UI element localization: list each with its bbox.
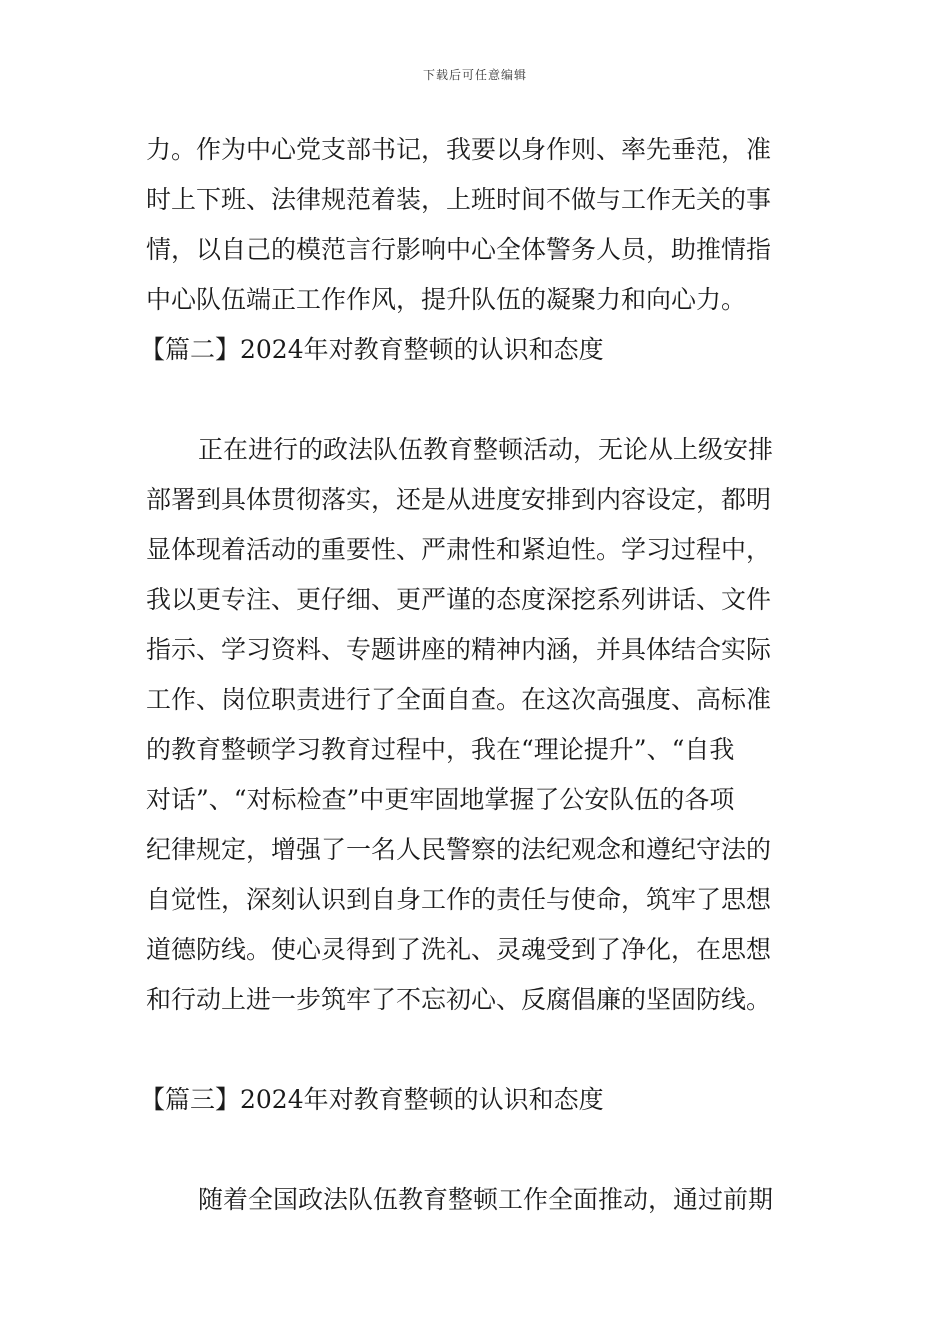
text-line: 工作、岗位职责进行了全面自查。在这次高强度、高标准 [146,685,772,714]
text-line: 我以更专注、更仔细、更严谨的态度深挖系列讲话、文件 [146,585,772,614]
text-line: 时上下班、法律规范着装，上班时间不做与工作无关的事 [146,185,772,214]
text-line: 指示、学习资料、专题讲座的精神内涵，并具体结合实际 [146,635,772,664]
section-2-paragraph [146,425,806,1025]
text-line: 中心队伍端正工作作风，提升队伍的凝聚力和向心力。 [146,285,747,314]
document-body [140,125,806,1225]
blank-line [146,1125,806,1175]
blank-line [146,375,806,425]
text-line: 显体现着活动的重要性、严肃性和紧迫性。学习过程中， [146,535,772,564]
text-line: 随着全国政法队伍教育整顿工作全面推动，通过前期 [198,1185,774,1214]
section-heading-2: 【篇二】2024年对教育整顿的认识和态度 [140,335,604,364]
text-line: 部署到具体贯彻落实，还是从进度安排到内容设定，都明 [146,485,772,514]
paragraph-continuation [146,125,806,325]
text-line: 力。作为中心党支部书记，我要以身作则、率先垂范，准 [146,135,772,164]
text-line: 情，以自己的模范言行影响中心全体警务人员，助推情指 [146,235,772,264]
text-line: 道德防线。使心灵得到了洗礼、灵魂受到了净化，在思想 [146,935,772,964]
text-line: 自觉性，深刻认识到自身工作的责任与使命，筑牢了思想 [146,885,772,914]
text-line: 正在进行的政法队伍教育整顿活动，无论从上级安排 [198,435,774,464]
text-line: 和行动上进一步筑牢了不忘初心、反腐倡廉的坚固防线。 [146,985,772,1014]
section-heading-3: 【篇三】2024年对教育整顿的认识和态度 [140,1085,604,1114]
text-line: 的教育整顿学习教育过程中，我在“理论提升”、“自我 [146,735,735,764]
text-line: 纪律规定，增强了一名人民警察的法纪观念和遵纪守法的 [146,835,772,864]
section-3-paragraph [146,1175,806,1225]
page-header: 下载后可任意编辑 [422,68,527,82]
text-line: 对话”、“对标检查”中更牢固地掌握了公安队伍的各项 [146,785,735,814]
blank-line [146,1025,806,1075]
